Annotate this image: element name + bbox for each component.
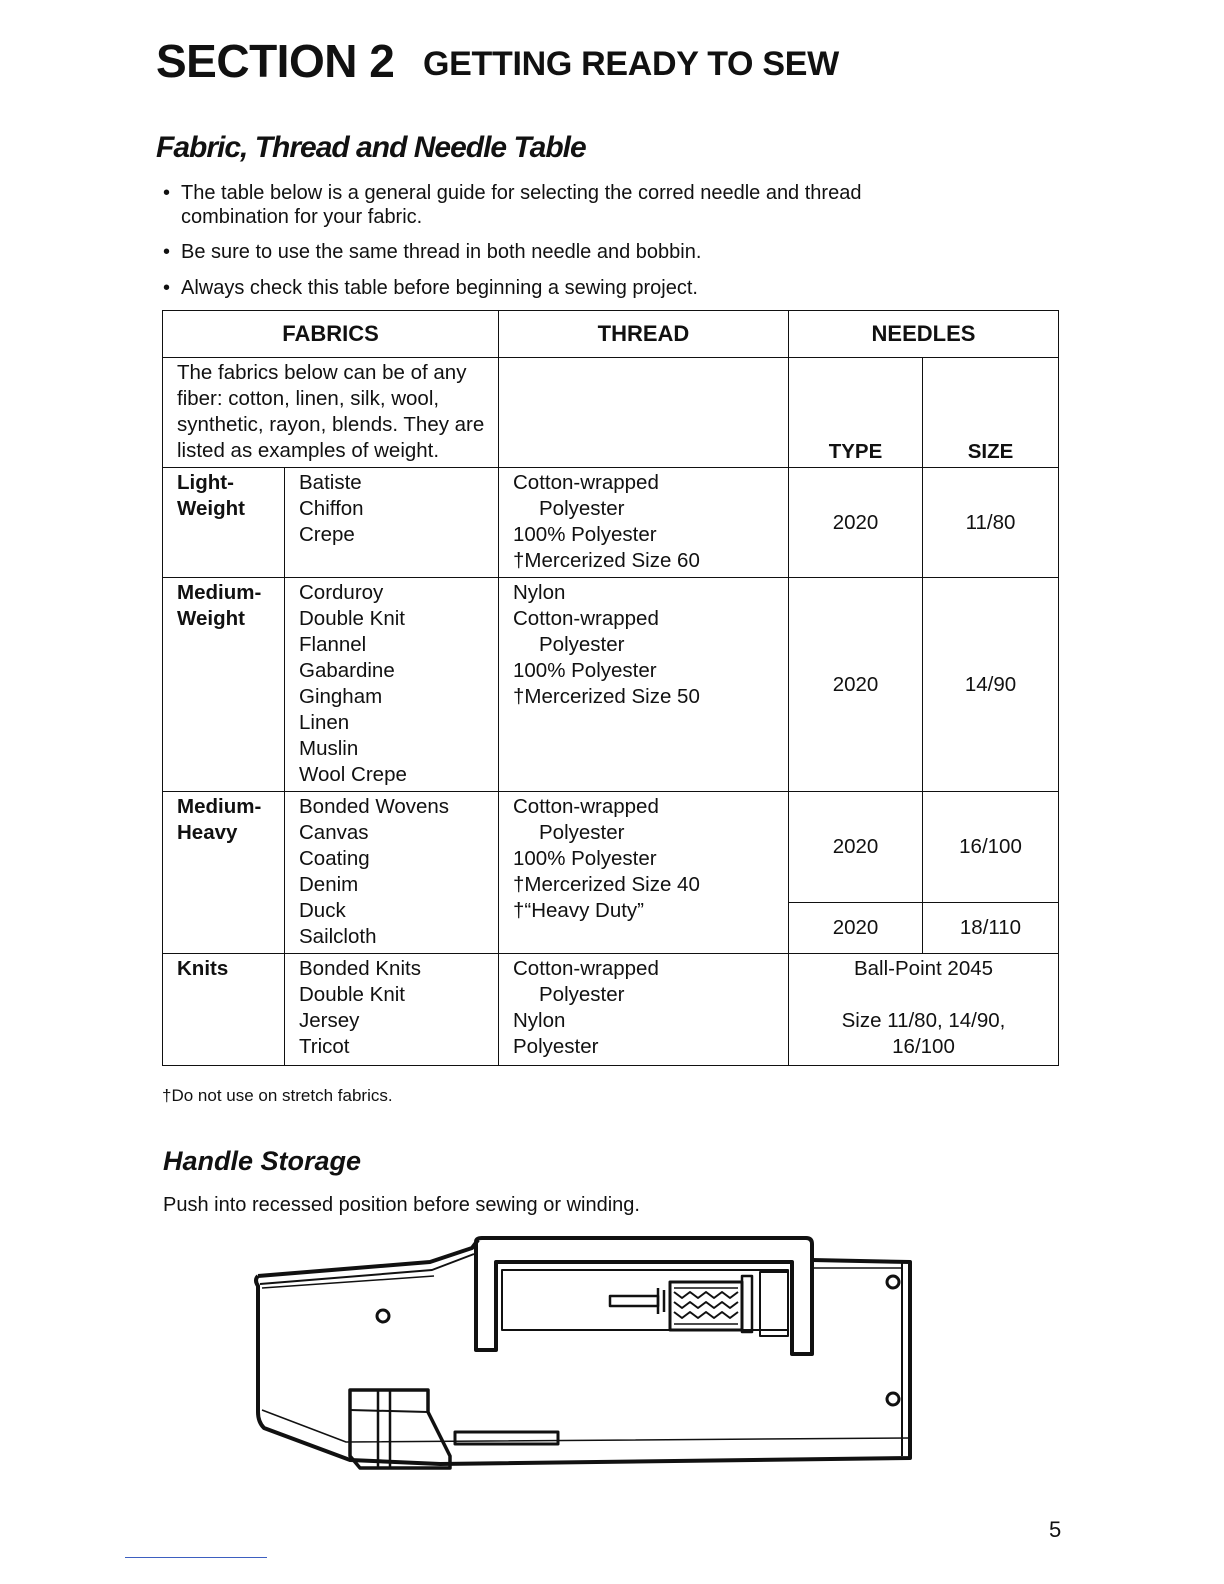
needle-size: 14/90 [923,578,1059,792]
list-item: Duck [299,899,346,922]
fabric-list [285,468,499,578]
list-item: Linen [299,711,350,734]
bullet-item: • The table below is a general guide for selecting the corred needle and thread combination for your fabric. [163,181,883,229]
thread-list [499,954,789,1066]
list-item: Polyester [539,633,625,656]
needle-size: 18/110 [923,903,1059,954]
list-item: Tricot [299,1035,350,1058]
fabric-thread-needle-table [162,310,1059,1066]
list-item: Corduroy [299,581,384,604]
header-fabrics: FABRICS [163,311,499,358]
thread-list [499,578,789,792]
footnote: †Do not use on stretch fabrics. [162,1086,393,1105]
list-item: 100% Polyester [513,659,657,682]
list-item: Flannel [299,633,367,656]
header-needles: NEEDLES [789,311,1059,358]
list-item: Canvas [299,821,369,844]
handle-storage-heading: Handle Storage [163,1146,362,1176]
list-item: Sailcloth [299,925,377,948]
handle-storage-illustration [250,1232,920,1477]
list-item: Cotton-wrapped [513,957,659,980]
fabric-list [285,792,499,954]
list-item: Denim [299,873,359,896]
fabric-list [285,954,499,1066]
list-item: Double Knit [299,607,405,630]
needle-size: 16/100 [923,792,1059,903]
section-title: GETTING READY TO SEW [423,45,839,83]
thread-list [499,468,789,578]
bullet-item: • Be sure to use the same thread in both needle and bobbin. [163,240,883,264]
needle-type: 2020 [789,578,923,792]
list-item: Gingham [299,685,383,708]
list-item: Nylon [513,581,566,604]
needle-size: Size 11/80, 14/90, 16/100 [841,1009,1006,1058]
list-item: Chiffon [299,497,364,520]
thread-list [499,792,789,954]
list-item: Bonded Wovens [299,795,450,818]
handle-storage-text: Push into recessed position before sewing or winding. [163,1194,640,1216]
list-item: †“Heavy Duty” [513,899,645,922]
bullet-list [163,181,883,312]
needle-size: 11/80 [923,468,1059,578]
bullet-item: • Always check this table before beginning a sewing project. [163,276,883,300]
fabric-intro-note: The fabrics below can be of any fiber: cotton, linen, silk, wool, synthetic, rayon, blends. They are listed as examples of weight. [163,358,499,468]
list-item: Polyester [513,1035,599,1058]
needle-type: Ball-Point 2045 [853,957,994,980]
list-item: Coating [299,847,370,870]
needle-type: 2020 [789,468,923,578]
needle-knits-cell [789,954,1059,1066]
list-item: Cotton-wrapped [513,607,659,630]
list-item: 100% Polyester [513,523,657,546]
header-type: TYPE [789,358,923,468]
bottom-rule [125,1557,267,1558]
table-heading: Fabric, Thread and Needle Table [156,131,586,164]
list-item: †Mercerized Size 60 [513,549,700,572]
category-light-weight: Light- Weight [163,468,285,578]
header-thread: THREAD [499,311,789,358]
list-item: 100% Polyester [513,847,657,870]
list-item: Batiste [299,471,362,494]
list-item: †Mercerized Size 50 [513,685,700,708]
needle-type: 2020 [789,792,923,903]
category-medium-heavy: Medium- Heavy [163,792,285,954]
list-item: Muslin [299,737,359,760]
list-item: Polyester [539,983,625,1006]
list-item: Polyester [539,497,625,520]
list-item: Cotton-wrapped [513,471,659,494]
thread-blank-cell [499,358,789,468]
list-item: †Mercerized Size 40 [513,873,700,896]
category-knits: Knits [163,954,285,1066]
list-item: Bonded Knits [299,957,421,980]
list-item: Crepe [299,523,355,546]
list-item: Double Knit [299,983,405,1006]
category-medium-weight: Medium- Weight [163,578,285,792]
list-item: Gabardine [299,659,395,682]
page-number: 5 [1049,1517,1062,1542]
needle-type: 2020 [789,903,923,954]
fabric-list [285,578,499,792]
header-size: SIZE [923,358,1059,468]
list-item: Jersey [299,1009,360,1032]
section-number: SECTION 2 [156,35,395,87]
list-item: Cotton-wrapped [513,795,659,818]
list-item: Wool Crepe [299,763,407,786]
list-item: Nylon [513,1009,566,1032]
list-item: Polyester [539,821,625,844]
